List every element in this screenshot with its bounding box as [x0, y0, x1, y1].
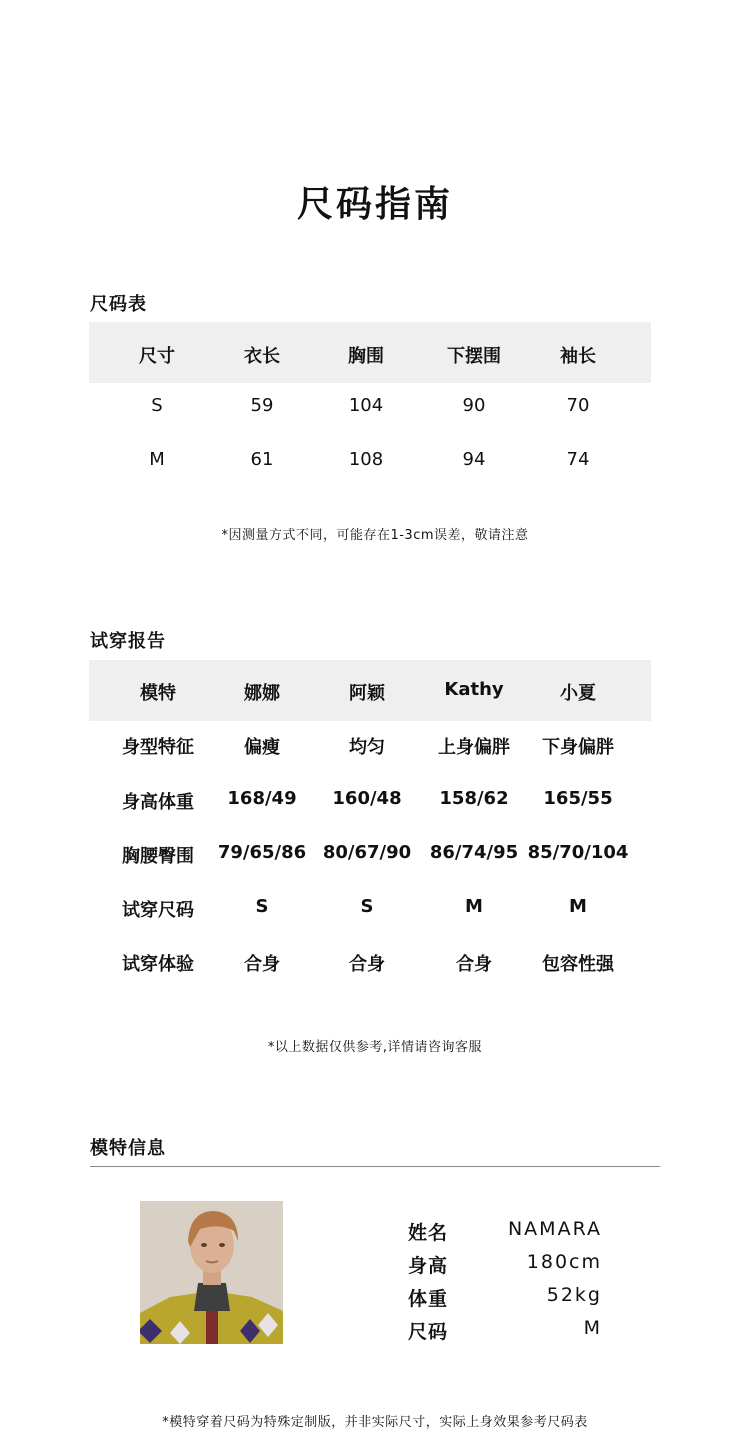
fitting-report-cell: 身高体重 — [122, 792, 194, 813]
fitting-report-header-cell: 阿颖 — [349, 683, 385, 704]
model-field-value: 180cm — [526, 1251, 602, 1273]
fitting-report-cell: 均匀 — [349, 737, 385, 758]
model-field-label: 姓名 — [408, 1222, 449, 1244]
size-chart-cell: M — [149, 449, 165, 470]
size-chart-cell: 104 — [348, 395, 384, 416]
size-chart-cell: 61 — [250, 449, 274, 470]
fitting-report-cell: S — [255, 896, 269, 917]
size-chart-header-cell: 尺寸 — [139, 346, 175, 367]
fitting-report-cell: 试穿尺码 — [122, 900, 194, 921]
model-field-value: M — [583, 1317, 602, 1339]
size-chart-header-cell: 衣长 — [244, 346, 280, 367]
fitting-report-cell: 168/49 — [227, 788, 297, 809]
fitting-report-cell: 85/70/104 — [527, 842, 629, 863]
fitting-report-header-cell: 娜娜 — [244, 683, 280, 704]
size-chart-cell: 74 — [566, 449, 590, 470]
fitting-report-cell: 79/65/86 — [217, 842, 307, 863]
size-chart-header-cell: 胸围 — [348, 346, 384, 367]
model-field-value: NAMARA — [507, 1218, 602, 1240]
model-info-title: 模特信息 — [90, 1138, 166, 1159]
fitting-report-cell: 合身 — [349, 954, 385, 975]
model-photo — [140, 1201, 283, 1344]
fitting-report-cell: S — [360, 896, 374, 917]
size-chart-cell: 94 — [462, 449, 486, 470]
fitting-report-header-cell: Kathy — [444, 679, 504, 700]
model-field-label: 体重 — [408, 1288, 449, 1310]
page-title: 尺码指南 — [296, 184, 453, 225]
fitting-report-cell: M — [569, 896, 587, 917]
fitting-report-cell: 胸腰臀围 — [122, 846, 194, 867]
fitting-report-header-cell: 小夏 — [560, 683, 596, 704]
model-field-label: 身高 — [408, 1255, 449, 1277]
size-chart-cell: 108 — [348, 449, 384, 470]
fitting-report-cell: 160/48 — [332, 788, 402, 809]
size-chart-cell: 70 — [566, 395, 590, 416]
fitting-report-cell: 下身偏胖 — [542, 737, 614, 758]
fitting-report-cell: 86/74/95 — [429, 842, 519, 863]
fitting-report-cell: 80/67/90 — [322, 842, 412, 863]
fitting-report-note: *以上数据仅供参考,详情请咨询客服 — [267, 1040, 483, 1055]
fitting-report-cell: 合身 — [244, 954, 280, 975]
fitting-report-cell: 包容性强 — [542, 954, 614, 975]
size-chart-cell: 90 — [462, 395, 486, 416]
fitting-report-header-cell: 模特 — [140, 683, 176, 704]
size-chart-cell: S — [151, 395, 163, 416]
fitting-report-cell: 身型特征 — [122, 737, 194, 758]
fitting-report-cell: 158/62 — [439, 788, 509, 809]
size-chart-note: *因测量方式不同，可能存在1-3cm误差，敬请注意 — [221, 528, 529, 543]
model-field-label: 尺码 — [408, 1321, 449, 1343]
size-chart-cell: 59 — [250, 395, 274, 416]
fitting-report-cell: 合身 — [456, 954, 492, 975]
fitting-report-cell: M — [465, 896, 483, 917]
model-field-value: 52kg — [546, 1284, 602, 1306]
model-info-note: *模特穿着尺码为特殊定制版，并非实际尺寸，实际上身效果参考尺码表 — [162, 1415, 588, 1430]
section-divider — [90, 1166, 660, 1167]
fitting-report-cell: 165/55 — [543, 788, 613, 809]
size-chart-title: 尺码表 — [90, 294, 147, 315]
fitting-report-title: 试穿报告 — [90, 631, 166, 652]
size-chart-header-cell: 袖长 — [560, 346, 596, 367]
size-chart-header-cell: 下摆围 — [447, 346, 501, 367]
fitting-report-cell: 试穿体验 — [122, 954, 194, 975]
fitting-report-cell: 偏瘦 — [244, 737, 280, 758]
fitting-report-cell: 上身偏胖 — [438, 737, 510, 758]
